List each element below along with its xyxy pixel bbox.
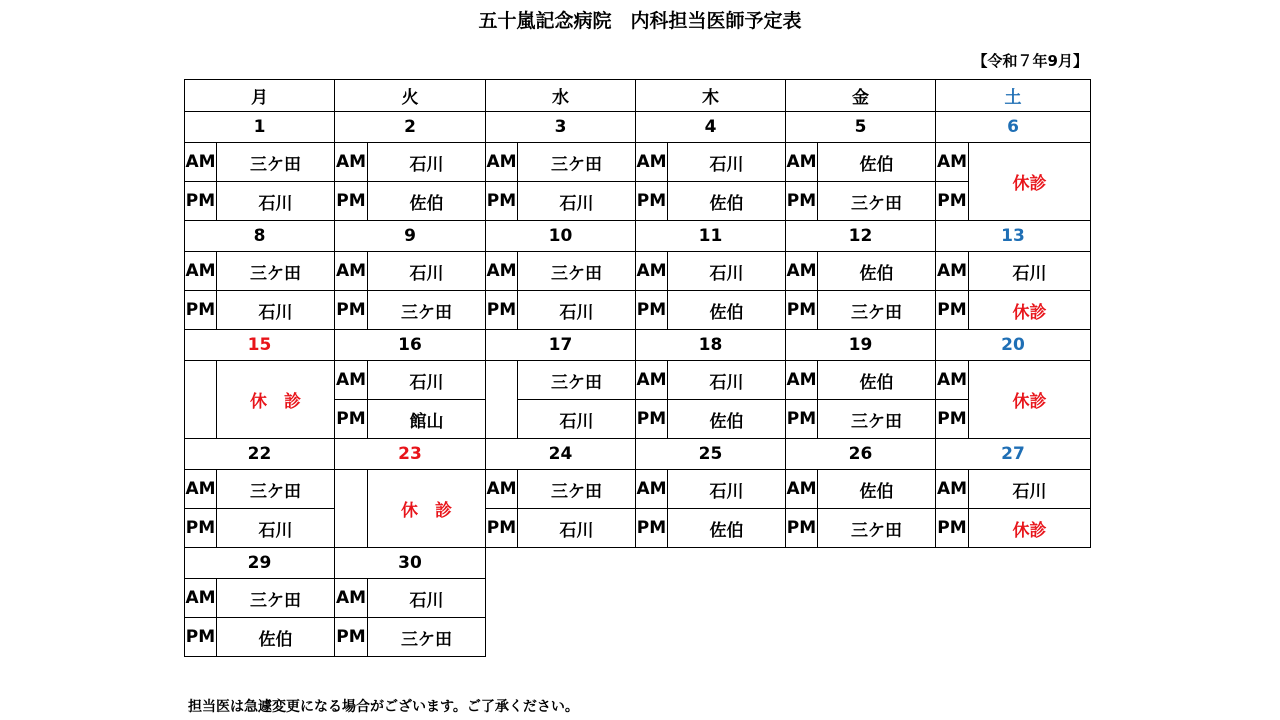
doctor-cell: 石川 [368, 252, 486, 291]
date-cell: 10 [486, 221, 636, 252]
doctor-cell: 佐伯 [368, 182, 486, 221]
date-cell: 25 [636, 439, 786, 470]
closed-cell: 休診 [969, 291, 1091, 330]
date-cell: 24 [486, 439, 636, 470]
doctor-cell: 石川 [668, 470, 786, 509]
am-label: AM [636, 361, 668, 400]
am-label: AM [636, 470, 668, 509]
doctor-cell: 三ケ田 [818, 400, 936, 439]
pm-label: PM [185, 182, 217, 221]
date-row [185, 439, 1091, 470]
pm-row [185, 509, 1091, 548]
doctor-cell: 石川 [668, 361, 786, 400]
pm-label: PM [786, 509, 818, 548]
doctor-cell: 石川 [668, 143, 786, 182]
pm-label: PM [486, 509, 518, 548]
doctor-cell: 三ケ田 [818, 291, 936, 330]
footnote: 担当医は急遽変更になる場合がございます。ご了承ください。 [188, 699, 579, 715]
am-label: AM [185, 470, 217, 509]
weekday-mon: 月 [185, 80, 335, 112]
pm-label: PM [936, 291, 969, 330]
date-cell: 18 [636, 330, 786, 361]
weekday-wed: 水 [486, 80, 636, 112]
doctor-cell: 三ケ田 [368, 291, 486, 330]
date-cell: 22 [185, 439, 335, 470]
pm-label: PM [636, 291, 668, 330]
am-label: AM [335, 252, 368, 291]
closed-cell: 休診 [969, 509, 1091, 548]
date-cell: 4 [636, 112, 786, 143]
date-cell: 12 [786, 221, 936, 252]
date-cell: 30 [335, 548, 486, 579]
pm-label: PM [936, 509, 969, 548]
am-label: AM [636, 252, 668, 291]
date-cell: 6 [936, 112, 1091, 143]
empty-label-cell [486, 361, 518, 439]
doctor-cell: 石川 [969, 470, 1091, 509]
pm-label: PM [486, 182, 518, 221]
weekday-fri: 金 [786, 80, 936, 112]
doctor-cell: 石川 [969, 252, 1091, 291]
doctor-cell: 佐伯 [668, 509, 786, 548]
doctor-cell: 石川 [217, 182, 335, 221]
pm-label: PM [636, 400, 668, 439]
am-label: AM [786, 361, 818, 400]
date-cell: 11 [636, 221, 786, 252]
am-row [185, 143, 1091, 182]
am-label: AM [786, 143, 818, 182]
am-row [185, 252, 1091, 291]
schedule-period: 【令和７年9月】 [972, 52, 1088, 70]
pm-row [185, 182, 1091, 221]
date-row [185, 548, 1091, 579]
am-label: AM [486, 143, 518, 182]
doctor-cell: 佐伯 [217, 618, 335, 657]
date-cell: 2 [335, 112, 486, 143]
am-label: AM [486, 252, 518, 291]
date-row [185, 112, 1091, 143]
doctor-cell: 佐伯 [668, 182, 786, 221]
doctor-cell: 三ケ田 [518, 252, 636, 291]
doctor-cell: 石川 [368, 143, 486, 182]
am-row [185, 470, 1091, 509]
weekday-sat: 土 [936, 80, 1091, 112]
weekday-tue: 火 [335, 80, 486, 112]
doctor-cell: 佐伯 [818, 143, 936, 182]
pm-label: PM [786, 291, 818, 330]
date-cell: 5 [786, 112, 936, 143]
doctor-schedule-table [184, 79, 1091, 657]
closed-cell: 休 診 [217, 361, 335, 439]
date-cell: 13 [936, 221, 1091, 252]
date-row [185, 221, 1091, 252]
empty-label-cell [185, 361, 217, 439]
doctor-cell: 三ケ田 [217, 579, 335, 618]
doctor-cell: 石川 [518, 509, 636, 548]
pm-label: PM [636, 182, 668, 221]
doctor-cell: 石川 [518, 182, 636, 221]
am-label: AM [786, 470, 818, 509]
doctor-cell: 佐伯 [818, 252, 936, 291]
am-label: AM [185, 579, 217, 618]
pm-label: PM [335, 182, 368, 221]
am-label: AM [185, 252, 217, 291]
doctor-cell: 石川 [368, 579, 486, 618]
pm-label: PM [185, 509, 217, 548]
doctor-cell: 三ケ田 [217, 252, 335, 291]
am-label: AM [786, 252, 818, 291]
doctor-cell: 三ケ田 [818, 182, 936, 221]
am-label: AM [185, 143, 217, 182]
date-cell: 17 [486, 330, 636, 361]
date-cell: 27 [936, 439, 1091, 470]
date-cell: 8 [185, 221, 335, 252]
am-label: AM [936, 470, 969, 509]
doctor-cell: 佐伯 [668, 400, 786, 439]
closed-cell: 休診 [969, 361, 1091, 439]
pm-label: PM [335, 400, 368, 439]
pm-label: PM [185, 291, 217, 330]
doctor-cell: 石川 [217, 291, 335, 330]
doctor-cell: 石川 [668, 252, 786, 291]
doctor-cell: 三ケ田 [518, 470, 636, 509]
am-label: AM [335, 143, 368, 182]
date-cell: 1 [185, 112, 335, 143]
date-cell: 9 [335, 221, 486, 252]
doctor-cell: 石川 [518, 400, 636, 439]
doctor-cell: 石川 [217, 509, 335, 548]
empty-label-cell [335, 470, 368, 548]
page-title: 五十嵐記念病院 内科担当医師予定表 [478, 10, 802, 32]
date-cell: 23 [335, 439, 486, 470]
doctor-cell: 三ケ田 [518, 361, 636, 400]
am-label: AM [936, 143, 969, 182]
pm-label: PM [936, 182, 969, 221]
closed-cell: 休 診 [368, 470, 486, 548]
weekday-thu: 木 [636, 80, 786, 112]
date-cell: 16 [335, 330, 486, 361]
pm-label: PM [636, 509, 668, 548]
pm-row [185, 291, 1091, 330]
pm-label: PM [335, 291, 368, 330]
date-cell: 3 [486, 112, 636, 143]
pm-label: PM [185, 618, 217, 657]
date-cell: 26 [786, 439, 936, 470]
closed-cell: 休診 [969, 143, 1091, 221]
date-cell: 19 [786, 330, 936, 361]
doctor-cell: 三ケ田 [518, 143, 636, 182]
pm-label: PM [486, 291, 518, 330]
pm-label: PM [936, 400, 969, 439]
pm-label: PM [335, 618, 368, 657]
empty-area [486, 548, 1091, 657]
am-label: AM [636, 143, 668, 182]
doctor-cell: 三ケ田 [217, 470, 335, 509]
date-cell: 15 [185, 330, 335, 361]
doctor-cell: 三ケ田 [818, 509, 936, 548]
doctor-cell: 三ケ田 [368, 618, 486, 657]
weekday-header-row [185, 80, 1091, 112]
date-cell: 20 [936, 330, 1091, 361]
am-label: AM [335, 361, 368, 400]
doctor-cell: 館山 [368, 400, 486, 439]
am-row [185, 361, 1091, 400]
am-label: AM [486, 470, 518, 509]
doctor-cell: 石川 [518, 291, 636, 330]
doctor-cell: 佐伯 [818, 470, 936, 509]
doctor-cell: 佐伯 [668, 291, 786, 330]
doctor-cell: 佐伯 [818, 361, 936, 400]
date-cell: 29 [185, 548, 335, 579]
am-label: AM [936, 361, 969, 400]
pm-label: PM [786, 400, 818, 439]
am-label: AM [936, 252, 969, 291]
am-label: AM [335, 579, 368, 618]
doctor-cell: 石川 [368, 361, 486, 400]
doctor-cell: 三ケ田 [217, 143, 335, 182]
pm-label: PM [786, 182, 818, 221]
date-row [185, 330, 1091, 361]
